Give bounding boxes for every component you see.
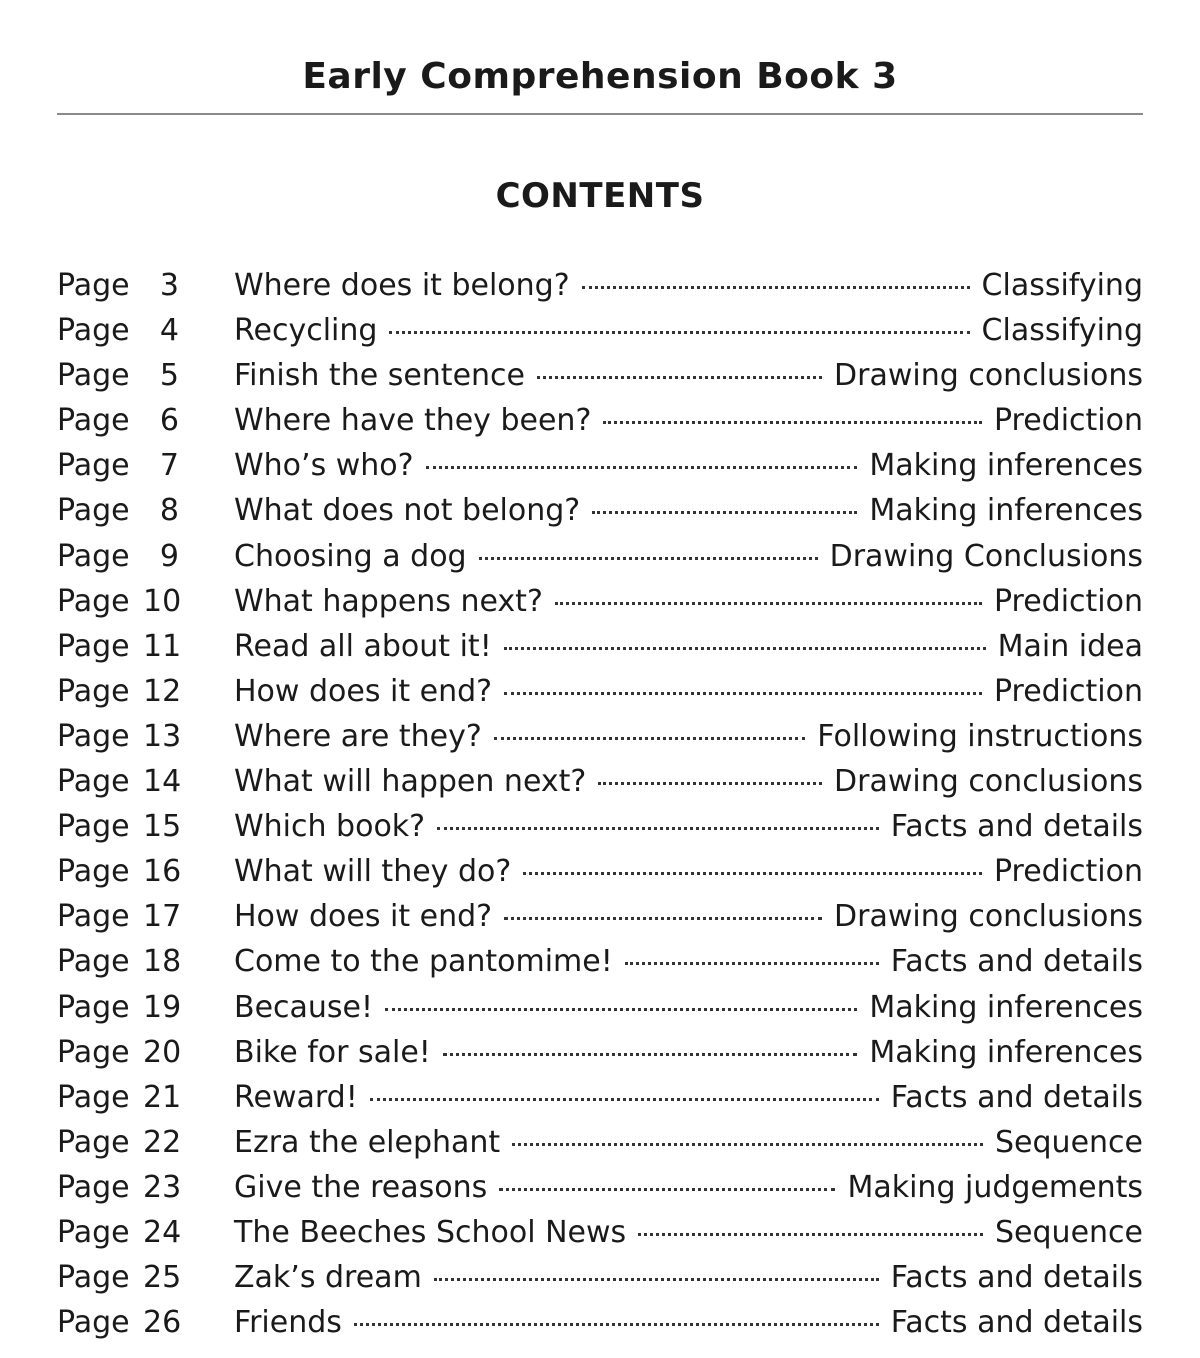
page-label: Page [57,628,130,664]
dot-leader [479,557,818,560]
entry-title: Choosing a dog [234,538,467,574]
page-number: 17 [143,899,182,935]
page-number: 25 [143,1260,182,1296]
toc-row [57,268,1143,313]
page-number: 22 [143,1124,182,1160]
page-number: 19 [143,989,182,1025]
page-number: 9 [159,538,179,574]
dot-leader [385,1008,857,1011]
entry-skill: Classifying [981,268,1143,303]
toc-row [57,584,1143,629]
entry-skill: Following instructions [817,718,1143,754]
toc-row [57,809,1143,854]
page-number: 26 [143,1305,182,1341]
entry-skill: Sequence [995,1124,1143,1160]
entry-title: Finish the sentence [234,358,525,394]
toc-row [57,764,1143,809]
dot-leader [512,1143,983,1146]
entry-skill: Making inferences [869,448,1143,484]
entry-title: Because! [234,989,374,1025]
table-of-contents [57,268,1143,1350]
dot-leader [504,647,986,650]
entry-skill: Prediction [993,403,1143,439]
page-label: Page [57,583,130,619]
dot-leader [370,1098,879,1101]
page-label: Page [57,403,130,439]
page-number: 7 [159,448,179,484]
page-label: Page [57,809,130,845]
entry-title: Who’s who? [234,448,414,484]
dot-leader [499,1188,835,1191]
page-label: Page [57,268,130,303]
page-label: Page [57,1169,130,1205]
toc-row [57,629,1143,674]
entry-title: Where have they been? [234,403,592,439]
dot-leader [389,331,969,334]
toc-row [57,990,1143,1035]
page-label: Page [57,899,130,935]
book-title: Early Comprehension Book 3 [302,56,898,97]
dot-leader [598,782,822,785]
entry-skill: Facts and details [890,1305,1143,1341]
dot-leader [592,511,857,514]
toc-row [57,313,1143,358]
dot-leader [426,466,858,469]
page-label: Page [57,673,130,709]
entry-title: What does not belong? [234,493,581,529]
page-label: Page [57,1034,130,1070]
entry-skill: Facts and details [890,809,1143,845]
toc-row [57,403,1143,448]
page-number: 3 [159,268,179,303]
toc-row [57,1080,1143,1125]
entry-skill: Making inferences [869,1034,1143,1070]
toc-row [57,1125,1143,1170]
entry-skill: Making inferences [869,493,1143,529]
entry-skill: Sequence [995,1214,1143,1250]
dot-leader [537,376,822,379]
page-number: 15 [143,809,182,845]
toc-row [57,674,1143,719]
page-label: Page [57,1305,130,1341]
entry-title: Come to the pantomime! [234,944,613,980]
page-number: 8 [159,493,179,529]
page-label: Page [57,1124,130,1160]
page-number: 10 [143,583,182,619]
entry-title: Recycling [234,313,378,349]
page-number: 16 [143,854,182,890]
entry-title: Where does it belong? [234,268,570,303]
page-label: Page [57,989,130,1025]
entry-skill: Classifying [981,313,1143,349]
dot-leader [354,1323,879,1326]
toc-row [57,1035,1143,1080]
page-label: Page [57,1079,130,1115]
entry-title: The Beeches School News [234,1214,627,1250]
page-label: Page [57,538,130,574]
entry-title: What will they do? [234,854,512,890]
page-number: 21 [143,1079,182,1115]
dot-leader [625,962,879,965]
entry-title: Give the reasons [234,1169,488,1205]
entry-title: Ezra the elephant [234,1124,501,1160]
dot-leader [638,1233,983,1236]
entry-title: How does it end? [234,673,493,709]
page-label: Page [57,854,130,890]
entry-skill: Prediction [993,583,1143,619]
toc-row [57,358,1143,403]
entry-skill: Drawing Conclusions [829,538,1143,574]
toc-row [57,944,1143,989]
entry-title: Read all about it! [234,628,492,664]
toc-row [57,1305,1143,1350]
toc-row [57,854,1143,899]
toc-row [57,1170,1143,1215]
toc-row [57,1260,1143,1305]
dot-leader [504,917,822,920]
entry-skill: Facts and details [890,944,1143,980]
entry-title: Where are they? [234,718,482,754]
page-number: 12 [143,673,182,709]
dot-leader [494,737,806,740]
page-label: Page [57,313,130,349]
dot-leader [443,1053,857,1056]
page-label: Page [57,764,130,800]
entry-title: What happens next? [234,583,543,619]
entry-title: Zak’s dream [234,1260,422,1296]
entry-skill: Facts and details [890,1260,1143,1296]
toc-row [57,448,1143,493]
entry-title: What will happen next? [234,764,587,800]
entry-skill: Facts and details [890,1079,1143,1115]
entry-title: Which book? [234,809,426,845]
dot-leader [504,692,982,695]
page-number: 13 [143,718,182,754]
entry-skill: Drawing conclusions [834,899,1143,935]
entry-title: Reward! [234,1079,358,1115]
page-label: Page [57,1214,130,1250]
page-label: Page [57,1260,130,1296]
toc-row [57,1215,1143,1260]
page-number: 23 [143,1169,182,1205]
entry-title: Bike for sale! [234,1034,431,1070]
page-number: 5 [159,358,179,394]
dot-leader [434,1278,879,1281]
title-divider [57,113,1143,115]
toc-row [57,899,1143,944]
page-number: 20 [143,1034,182,1070]
page-number: 14 [143,764,182,800]
page-number: 18 [143,944,182,980]
dot-leader [582,286,970,289]
toc-row [57,539,1143,584]
page-number: 4 [159,313,179,349]
entry-skill: Making inferences [869,989,1143,1025]
entry-skill: Main idea [997,628,1143,664]
dot-leader [555,602,982,605]
entry-skill: Making judgements [847,1169,1143,1205]
page-number: 24 [143,1214,182,1250]
entry-skill: Prediction [993,673,1143,709]
toc-row [57,719,1143,764]
page-label: Page [57,718,130,754]
entry-title: How does it end? [234,899,493,935]
entry-skill: Drawing conclusions [834,358,1143,394]
dot-leader [523,872,982,875]
page-number: 6 [159,403,179,439]
page-label: Page [57,448,130,484]
toc-row [57,493,1143,538]
contents-heading: CONTENTS [495,176,705,216]
entry-skill: Drawing conclusions [834,764,1143,800]
entry-title: Friends [234,1305,342,1341]
page-label: Page [57,358,130,394]
page-label: Page [57,493,130,529]
page-label: Page [57,944,130,980]
page-number: 11 [143,628,182,664]
dot-leader [603,421,982,424]
dot-leader [437,827,879,830]
entry-skill: Prediction [993,854,1143,890]
